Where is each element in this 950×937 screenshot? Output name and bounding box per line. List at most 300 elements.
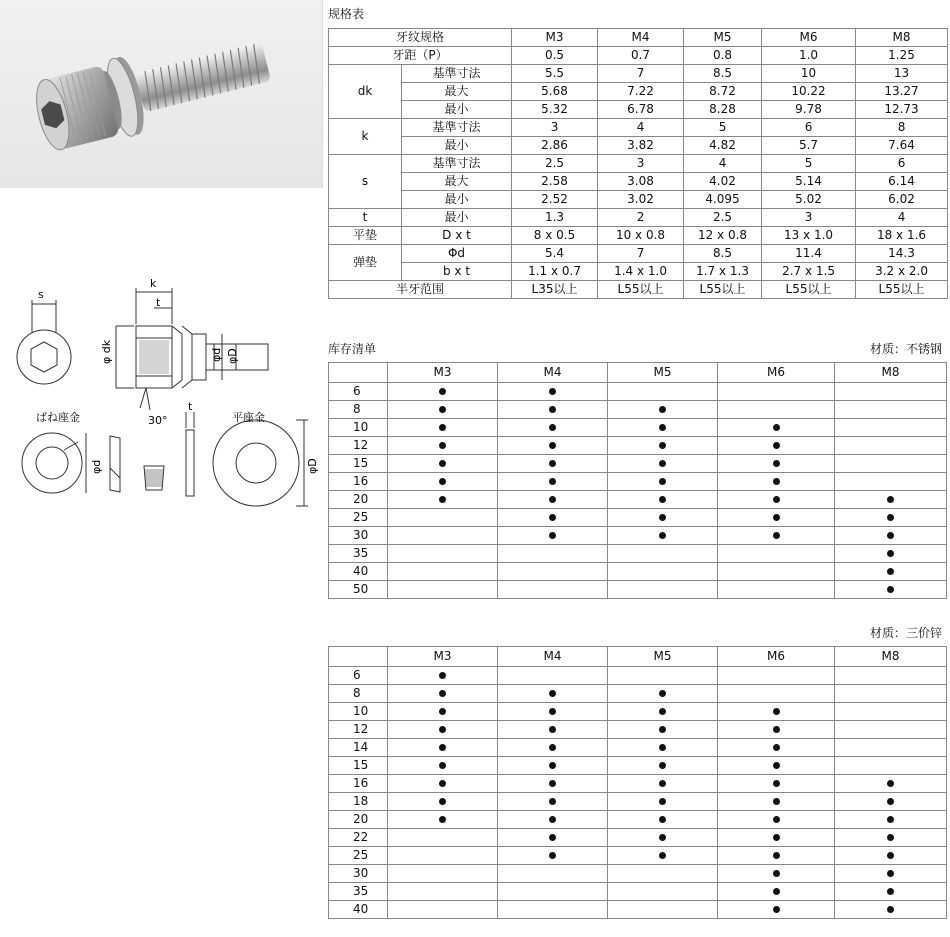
stock-cell bbox=[718, 527, 835, 545]
stock-length: 16 bbox=[329, 775, 388, 793]
stock-row bbox=[329, 667, 947, 685]
stock-row bbox=[329, 793, 947, 811]
stock-cell bbox=[718, 703, 835, 721]
stock-header-size: M8 bbox=[835, 647, 947, 667]
spec-value: 9.78 bbox=[762, 101, 856, 119]
spec-header-row bbox=[329, 29, 948, 47]
in-stock-dot bbox=[439, 442, 446, 449]
spec-value: 0.5 bbox=[512, 47, 598, 65]
spec-row bbox=[329, 137, 948, 155]
stock-cell bbox=[388, 865, 498, 883]
stock-cell bbox=[608, 739, 718, 757]
spec-sub-label: D x t bbox=[402, 227, 512, 245]
stock1-material: 材质：不锈钢 bbox=[869, 342, 942, 356]
stock-length: 10 bbox=[329, 419, 388, 437]
in-stock-dot bbox=[549, 816, 556, 823]
stock-cell bbox=[718, 847, 835, 865]
spec-header-size: M8 bbox=[856, 29, 948, 47]
in-stock-dot bbox=[549, 726, 556, 733]
in-stock-dot bbox=[439, 708, 446, 715]
spec-value: 0.8 bbox=[684, 47, 762, 65]
spec-sub-label: 基準寸法 bbox=[402, 155, 512, 173]
in-stock-dot bbox=[439, 424, 446, 431]
stock-length: 22 bbox=[329, 829, 388, 847]
spec-sub-label: 基準寸法 bbox=[402, 119, 512, 137]
spec-value: 4.82 bbox=[684, 137, 762, 155]
spec-group-label: k bbox=[329, 119, 402, 155]
spec-row bbox=[329, 101, 948, 119]
stock-row bbox=[329, 901, 947, 919]
stock-cell bbox=[498, 667, 608, 685]
spec-row bbox=[329, 191, 948, 209]
spec-group-label: 平垫 bbox=[329, 227, 402, 245]
stock-table-zinc bbox=[328, 646, 947, 919]
spec-value: 6 bbox=[762, 119, 856, 137]
stock-cell bbox=[718, 757, 835, 775]
stock-cell bbox=[718, 563, 835, 581]
stock-length: 18 bbox=[329, 793, 388, 811]
in-stock-dot bbox=[439, 780, 446, 787]
spec-value: 2.7 x 1.5 bbox=[762, 263, 856, 281]
in-stock-dot bbox=[439, 690, 446, 697]
in-stock-dot bbox=[887, 816, 894, 823]
stock-row bbox=[329, 383, 947, 401]
stock-cell bbox=[718, 509, 835, 527]
in-stock-dot bbox=[773, 514, 780, 521]
stock-cell bbox=[498, 455, 608, 473]
spec-row bbox=[329, 227, 948, 245]
in-stock-dot bbox=[887, 906, 894, 913]
in-stock-dot bbox=[773, 834, 780, 841]
t-label: t bbox=[156, 296, 161, 309]
spec-value: L55以上 bbox=[762, 281, 856, 299]
stock-cell bbox=[498, 829, 608, 847]
d-label: φd bbox=[210, 347, 223, 362]
socket-cap-screw-image bbox=[0, 0, 322, 188]
s-label: s bbox=[38, 288, 44, 301]
stock-cell bbox=[608, 473, 718, 491]
spec-sub-label: 最小 bbox=[402, 101, 512, 119]
in-stock-dot bbox=[659, 834, 666, 841]
spec-value: 5.32 bbox=[512, 101, 598, 119]
spec-group-label: s bbox=[329, 155, 402, 209]
stock-cell bbox=[388, 793, 498, 811]
stock-cell bbox=[718, 581, 835, 599]
stock-row bbox=[329, 865, 947, 883]
spec-row bbox=[329, 209, 948, 227]
stock-cell bbox=[608, 491, 718, 509]
in-stock-dot bbox=[439, 816, 446, 823]
stock-cell bbox=[835, 437, 947, 455]
in-stock-dot bbox=[773, 424, 780, 431]
stock-cell bbox=[608, 581, 718, 599]
stock-cell bbox=[835, 581, 947, 599]
stock-length: 25 bbox=[329, 509, 388, 527]
stock-length: 15 bbox=[329, 757, 388, 775]
stock-cell bbox=[608, 829, 718, 847]
in-stock-dot bbox=[659, 406, 666, 413]
spec-sub-label: 基準寸法 bbox=[402, 65, 512, 83]
in-stock-dot bbox=[887, 834, 894, 841]
stock-cell bbox=[608, 847, 718, 865]
in-stock-dot bbox=[659, 852, 666, 859]
spec-value: 5.14 bbox=[762, 173, 856, 191]
spec-value: 4 bbox=[598, 119, 684, 137]
stock-cell bbox=[608, 811, 718, 829]
stock-row bbox=[329, 581, 947, 599]
stock-row bbox=[329, 685, 947, 703]
spec-value: 3.2 x 2.0 bbox=[856, 263, 948, 281]
in-stock-dot bbox=[659, 460, 666, 467]
stock-cell bbox=[608, 419, 718, 437]
washer-t-label: t bbox=[188, 400, 193, 413]
spec-value: 14.3 bbox=[856, 245, 948, 263]
stock-cell bbox=[835, 811, 947, 829]
stock-row bbox=[329, 437, 947, 455]
spec-group-label: t bbox=[329, 209, 402, 227]
stock-cell bbox=[498, 545, 608, 563]
stock-length: 40 bbox=[329, 563, 388, 581]
spec-header-size: M6 bbox=[762, 29, 856, 47]
in-stock-dot bbox=[659, 762, 666, 769]
in-stock-dot bbox=[659, 424, 666, 431]
spec-row bbox=[329, 119, 948, 137]
stock-cell bbox=[608, 563, 718, 581]
spec-value: L55以上 bbox=[856, 281, 948, 299]
spec-value: 6 bbox=[856, 155, 948, 173]
stock-cell bbox=[388, 455, 498, 473]
in-stock-dot bbox=[887, 888, 894, 895]
in-stock-dot bbox=[549, 496, 556, 503]
stock-cell bbox=[388, 685, 498, 703]
spec-value: 8.5 bbox=[684, 65, 762, 83]
in-stock-dot bbox=[773, 780, 780, 787]
stock-cell bbox=[835, 545, 947, 563]
in-stock-dot bbox=[773, 852, 780, 859]
stock-cell bbox=[498, 811, 608, 829]
stock-cell bbox=[718, 829, 835, 847]
in-stock-dot bbox=[549, 798, 556, 805]
spec-value: 10 x 0.8 bbox=[598, 227, 684, 245]
stock-cell bbox=[388, 883, 498, 901]
in-stock-dot bbox=[439, 478, 446, 485]
spec-value: 1.7 x 1.3 bbox=[684, 263, 762, 281]
stock-header-size: M4 bbox=[498, 647, 608, 667]
stock-length: 6 bbox=[329, 667, 388, 685]
stock-cell bbox=[835, 883, 947, 901]
stock-cell bbox=[498, 401, 608, 419]
stock-cell bbox=[835, 473, 947, 491]
stock-cell bbox=[718, 383, 835, 401]
in-stock-dot bbox=[773, 888, 780, 895]
stock-cell bbox=[498, 901, 608, 919]
in-stock-dot bbox=[887, 514, 894, 521]
stock-cell bbox=[498, 563, 608, 581]
stock-row bbox=[329, 419, 947, 437]
stock-cell bbox=[608, 883, 718, 901]
stock-cell bbox=[608, 545, 718, 563]
spec-value: 3.02 bbox=[598, 191, 684, 209]
stock-length: 16 bbox=[329, 473, 388, 491]
stock-row bbox=[329, 401, 947, 419]
k-label: k bbox=[150, 278, 157, 290]
spec-group-label: dk bbox=[329, 65, 402, 119]
spec-value: 6.78 bbox=[598, 101, 684, 119]
stock-cell bbox=[388, 739, 498, 757]
stock-length: 12 bbox=[329, 721, 388, 739]
stock-length: 15 bbox=[329, 455, 388, 473]
stock-length: 50 bbox=[329, 581, 388, 599]
spec-value: 1.3 bbox=[512, 209, 598, 227]
stock-cell bbox=[388, 473, 498, 491]
spec-value: 5.4 bbox=[512, 245, 598, 263]
spec-value: 1.4 x 1.0 bbox=[598, 263, 684, 281]
stock-length: 14 bbox=[329, 739, 388, 757]
spec-value: 4 bbox=[684, 155, 762, 173]
in-stock-dot bbox=[773, 460, 780, 467]
stock-cell bbox=[835, 793, 947, 811]
stock-cell bbox=[608, 455, 718, 473]
stock-cell bbox=[388, 667, 498, 685]
in-stock-dot bbox=[549, 532, 556, 539]
stock-header-row bbox=[329, 363, 947, 383]
stock-header-size: M6 bbox=[718, 363, 835, 383]
spec-value: 4.02 bbox=[684, 173, 762, 191]
stock-cell bbox=[608, 865, 718, 883]
stock-cell bbox=[608, 527, 718, 545]
stock-cell bbox=[498, 721, 608, 739]
spec-sub-label: 最大 bbox=[402, 83, 512, 101]
stock-cell bbox=[608, 401, 718, 419]
spec-row bbox=[329, 83, 948, 101]
in-stock-dot bbox=[659, 816, 666, 823]
stock-length: 6 bbox=[329, 383, 388, 401]
stock-header-size: M5 bbox=[608, 647, 718, 667]
in-stock-dot bbox=[549, 514, 556, 521]
spec-value: 4.095 bbox=[684, 191, 762, 209]
spec-table-title: 规格表 bbox=[328, 7, 365, 21]
stock-cell bbox=[718, 667, 835, 685]
spec-value: 1.0 bbox=[762, 47, 856, 65]
in-stock-dot bbox=[773, 870, 780, 877]
stock-cell bbox=[835, 721, 947, 739]
in-stock-dot bbox=[887, 586, 894, 593]
stock-row bbox=[329, 455, 947, 473]
in-stock-dot bbox=[659, 744, 666, 751]
spec-header-size: M3 bbox=[512, 29, 598, 47]
spec-value: 8.72 bbox=[684, 83, 762, 101]
in-stock-dot bbox=[773, 478, 780, 485]
spec-value: 8 bbox=[856, 119, 948, 137]
stock-cell bbox=[835, 527, 947, 545]
dk-label: φ dk bbox=[100, 339, 113, 364]
stock-length: 30 bbox=[329, 865, 388, 883]
in-stock-dot bbox=[773, 798, 780, 805]
spec-value: 10 bbox=[762, 65, 856, 83]
flat-D-label: φD bbox=[306, 458, 319, 474]
stock-cell bbox=[835, 667, 947, 685]
in-stock-dot bbox=[439, 672, 446, 679]
stock-cell bbox=[718, 721, 835, 739]
spec-sub-label: Φd bbox=[402, 245, 512, 263]
stock-row bbox=[329, 563, 947, 581]
stock-row bbox=[329, 757, 947, 775]
stock-header-row bbox=[329, 647, 947, 667]
in-stock-dot bbox=[549, 708, 556, 715]
spec-row bbox=[329, 47, 948, 65]
stock2-material: 材质：三价锌 bbox=[869, 626, 942, 640]
in-stock-dot bbox=[887, 870, 894, 877]
stock-cell bbox=[498, 491, 608, 509]
stock-header-size: M8 bbox=[835, 363, 947, 383]
stock-cell bbox=[718, 401, 835, 419]
spec-value: 5 bbox=[762, 155, 856, 173]
stock-row bbox=[329, 739, 947, 757]
in-stock-dot bbox=[549, 442, 556, 449]
spring-d-label: φd bbox=[90, 459, 103, 474]
stock-cell bbox=[718, 865, 835, 883]
stock-length: 12 bbox=[329, 437, 388, 455]
stock-cell bbox=[388, 581, 498, 599]
spring-washer-label: ばね座金 bbox=[36, 411, 80, 424]
stock-cell bbox=[498, 883, 608, 901]
stock-cell bbox=[718, 419, 835, 437]
stock-row bbox=[329, 527, 947, 545]
in-stock-dot bbox=[773, 762, 780, 769]
spec-value: 13.27 bbox=[856, 83, 948, 101]
stock-cell bbox=[388, 563, 498, 581]
spec-value: 7 bbox=[598, 245, 684, 263]
stock-cell bbox=[835, 865, 947, 883]
stock-cell bbox=[388, 491, 498, 509]
stock-cell bbox=[608, 757, 718, 775]
stock-length: 10 bbox=[329, 703, 388, 721]
stock-cell bbox=[388, 545, 498, 563]
spec-sub-label: 最大 bbox=[402, 173, 512, 191]
spec-value: 8.28 bbox=[684, 101, 762, 119]
spec-value: 2.5 bbox=[512, 155, 598, 173]
spec-value: 10.22 bbox=[762, 83, 856, 101]
stock-row bbox=[329, 883, 947, 901]
spec-value: 3.08 bbox=[598, 173, 684, 191]
stock-table-stainless bbox=[328, 362, 947, 599]
stock-cell bbox=[498, 703, 608, 721]
spec-sub-label: 最小 bbox=[402, 191, 512, 209]
in-stock-dot bbox=[887, 798, 894, 805]
in-stock-dot bbox=[659, 798, 666, 805]
stock-cell bbox=[388, 721, 498, 739]
in-stock-dot bbox=[659, 726, 666, 733]
in-stock-dot bbox=[659, 478, 666, 485]
stock-cell bbox=[835, 901, 947, 919]
stock-length: 35 bbox=[329, 883, 388, 901]
stock-cell bbox=[388, 757, 498, 775]
spec-value: 2.58 bbox=[512, 173, 598, 191]
stock-cell bbox=[718, 775, 835, 793]
in-stock-dot bbox=[773, 906, 780, 913]
stock-cell bbox=[608, 703, 718, 721]
stock-cell bbox=[835, 757, 947, 775]
in-stock-dot bbox=[439, 744, 446, 751]
stock-row bbox=[329, 703, 947, 721]
spec-value: 7 bbox=[598, 65, 684, 83]
spec-header-size: M4 bbox=[598, 29, 684, 47]
stock-cell bbox=[835, 739, 947, 757]
spec-value: 8.5 bbox=[684, 245, 762, 263]
spec-table bbox=[328, 28, 948, 299]
spec-value: 2.5 bbox=[684, 209, 762, 227]
stock-cell bbox=[608, 721, 718, 739]
stock-cell bbox=[835, 401, 947, 419]
spec-row bbox=[329, 281, 948, 299]
stock-cell bbox=[718, 811, 835, 829]
stock-cell bbox=[608, 685, 718, 703]
angle-label: 30° bbox=[148, 414, 168, 427]
stock-cell bbox=[718, 437, 835, 455]
stock-row bbox=[329, 491, 947, 509]
stock-length: 35 bbox=[329, 545, 388, 563]
stock-cell bbox=[498, 739, 608, 757]
screw-dimension-diagram bbox=[6, 278, 320, 508]
stock-cell bbox=[718, 685, 835, 703]
stock-row bbox=[329, 829, 947, 847]
spec-value: 18 x 1.6 bbox=[856, 227, 948, 245]
in-stock-dot bbox=[549, 690, 556, 697]
in-stock-dot bbox=[439, 726, 446, 733]
in-stock-dot bbox=[659, 442, 666, 449]
spec-header-label: 牙纹规格 bbox=[329, 29, 512, 47]
stock-cell bbox=[835, 703, 947, 721]
in-stock-dot bbox=[549, 852, 556, 859]
stock-row bbox=[329, 545, 947, 563]
stock-cell bbox=[835, 509, 947, 527]
spec-value: 3.82 bbox=[598, 137, 684, 155]
stock-length: 8 bbox=[329, 685, 388, 703]
spec-value: 3 bbox=[762, 209, 856, 227]
stock-length: 40 bbox=[329, 901, 388, 919]
stock-cell bbox=[388, 401, 498, 419]
spec-value: 13 x 1.0 bbox=[762, 227, 856, 245]
stock-header-size: M3 bbox=[388, 363, 498, 383]
stock-cell bbox=[498, 581, 608, 599]
in-stock-dot bbox=[549, 424, 556, 431]
spec-value: 11.4 bbox=[762, 245, 856, 263]
stock-cell bbox=[388, 703, 498, 721]
in-stock-dot bbox=[549, 762, 556, 769]
stock-cell bbox=[835, 419, 947, 437]
stock-length: 25 bbox=[329, 847, 388, 865]
stock-cell bbox=[608, 437, 718, 455]
in-stock-dot bbox=[887, 568, 894, 575]
stock-row bbox=[329, 473, 947, 491]
stock-row bbox=[329, 509, 947, 527]
stock-cell bbox=[388, 829, 498, 847]
in-stock-dot bbox=[773, 744, 780, 751]
in-stock-dot bbox=[439, 460, 446, 467]
in-stock-dot bbox=[887, 550, 894, 557]
stock-cell bbox=[388, 775, 498, 793]
stock-cell bbox=[835, 563, 947, 581]
spec-row-label: 半牙范围 bbox=[329, 281, 512, 299]
stock-row bbox=[329, 775, 947, 793]
spec-value: 7.64 bbox=[856, 137, 948, 155]
in-stock-dot bbox=[773, 726, 780, 733]
stock-cell bbox=[608, 509, 718, 527]
in-stock-dot bbox=[887, 532, 894, 539]
spec-value: 3 bbox=[598, 155, 684, 173]
stock-cell bbox=[608, 901, 718, 919]
stock-header-corner bbox=[329, 363, 388, 383]
